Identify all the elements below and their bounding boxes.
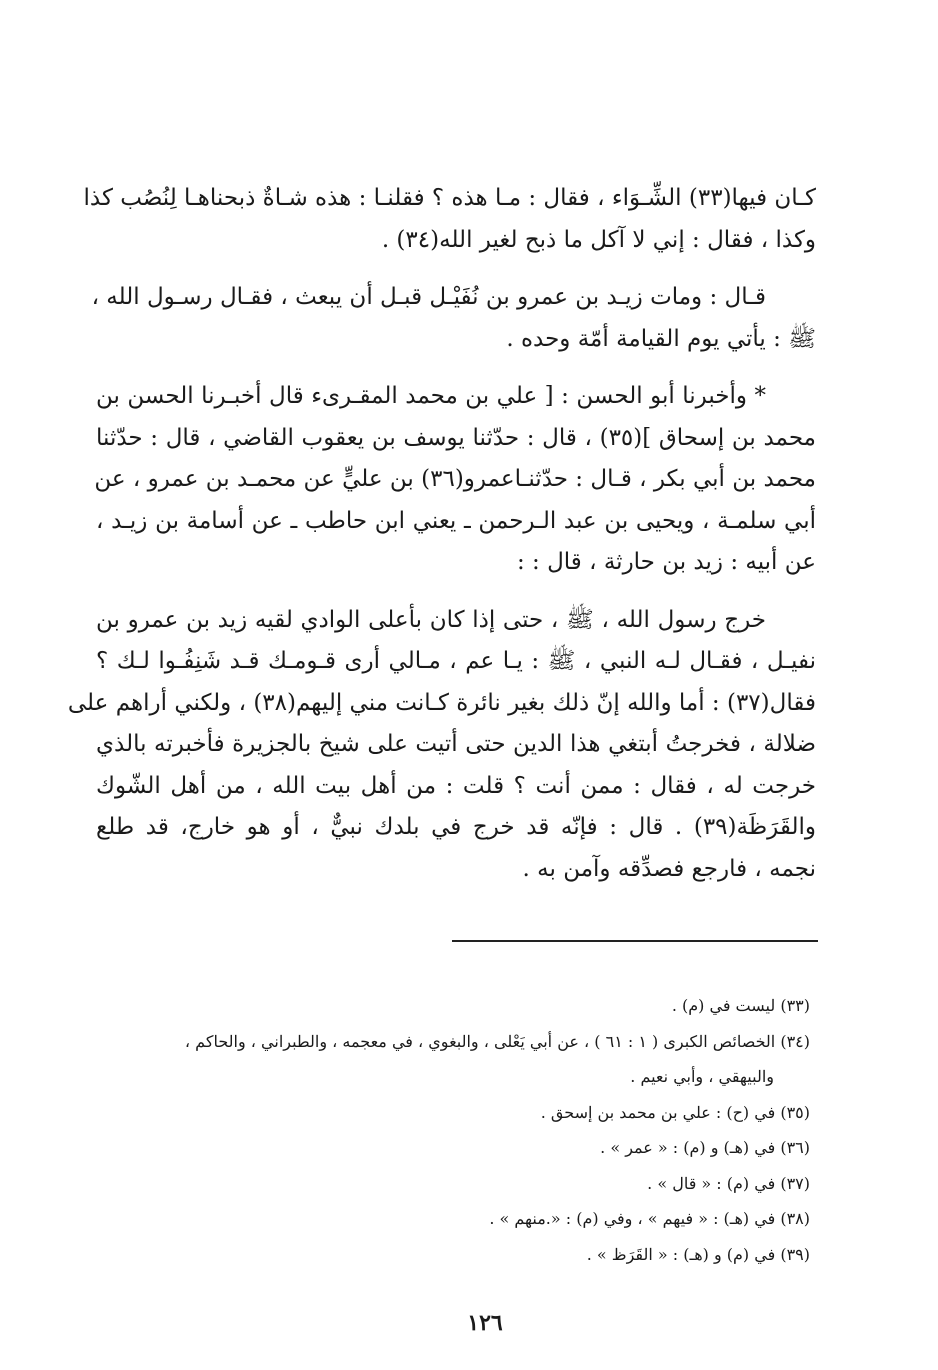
text-line: محمد بن أبي بكر ، قـال : حدّثنـاعمرو(٣٦) بن عليٍّ عن محمـد بن عمرو ، عن: [94, 466, 816, 492]
text-line: قـال : ومات زيـد بن عمرو بن نُفَيْـل قبـل أن يبعث ، فقـال رسـول الله ،: [91, 284, 766, 310]
footnote: (٣٤) الخصائص الكبرى ( ١ : ٦١ ) ، عن أبي يَعْلى ، والبغوي ، في معجمه ، والطبراني ، والحاكم ،: [184, 1031, 810, 1051]
footnote-continuation: والبيهقي ، وأبي نعيم .: [630, 1067, 774, 1086]
footnote: (٣٨) في (هـ) : « فيهم » ، وفي (م) : «.منهم » .: [489, 1209, 810, 1228]
text-line: أبي سلمـة ، ويحيى بن عبد الـرحمن ـ يعني ابن حاطب ـ عن أسامة بن زيـد ،: [96, 507, 816, 534]
text-line: نفيـل ، فقـال لـه النبي ، ﷺ : يـا عم ، مـالي أرى قـومـك قـد شَنِفُـوا لـك ؟: [96, 648, 816, 674]
footnote: (٣٩) في (م) و (هـ) : « القَرَظ » .: [586, 1244, 810, 1264]
paragraph-2: [91, 277, 816, 360]
text-line: خرج رسول الله ، ﷺ ، حتى إذا كان بأعلى الوادي لقيه زيد بن عمرو بن: [96, 606, 766, 633]
paragraph-1: [83, 178, 816, 261]
footnote: (٣٣) ليست في (م) .: [671, 996, 810, 1015]
text-line: كـان فيها(٣٣) الشِّـوَاء ، فقال : مـا هذه ؟ فقلنـا : هذه شـاةٌ ذبحناهـا لِنُصُب كذا: [83, 185, 816, 211]
text-line: خرجت له ، فقال : ممن أنت ؟ قلت : من أهل بيت الله ، من أهل الشّوك: [96, 772, 816, 799]
text-line: والقَرَظَة(٣٩) . قال : فإنّه قد خرج في بلدك نبيٌّ ، أو هو خارج، قد طلع: [96, 814, 816, 840]
page-number: ١٢٦: [467, 1310, 503, 1336]
text-line: * وأخبرنا أبو الحسن : [ علي بن محمد المقـرىء قال أخبـرنا الحسن بن: [96, 383, 766, 409]
footnote: (٣٦) في (هـ) و (م) : « عمر » .: [600, 1138, 810, 1157]
text-line: ضلالة ، فخرجتُ أبتغي هذا الدين حتى أتيت على شيخ بالجزيرة فأخبرته بالذي: [96, 731, 816, 757]
main-text: [67, 178, 816, 890]
text-line: فقال(٣٧) : أما والله إنّ ذلك بغير نائرة كـانت مني إليهم(٣٨) ، ولكني أراهم على: [67, 689, 816, 716]
text-line: نجمه ، فارجع فصدِّقه وآمن به .: [522, 855, 816, 882]
paragraph-4: [67, 600, 816, 891]
text-line: وكذا ، فقال : إني لا آكل ما ذبح لغير الله(٣٤) .: [381, 226, 816, 253]
paragraph-3: [96, 376, 816, 584]
text-line: ﷺ : يأتي يوم القيامة أمّة وحده .: [506, 325, 816, 352]
page-number-wrap: [0, 1310, 938, 1336]
footnote: (٣٥) في (ح) : علي بن محمد بن إسحق .: [540, 1102, 810, 1122]
footnote-divider: [452, 940, 818, 942]
footnotes: [80, 988, 810, 1272]
footnote: (٣٧) في (م) : « قال » .: [647, 1173, 810, 1193]
text-line: محمد بن إسحاق ](٣٥) ، قال : حدّثنا يوسف بن يعقوب القاضي ، قال : حدّثنا: [96, 424, 816, 451]
text-line: عن أبيه : زيد بن حارثة ، قال : :: [516, 549, 816, 575]
